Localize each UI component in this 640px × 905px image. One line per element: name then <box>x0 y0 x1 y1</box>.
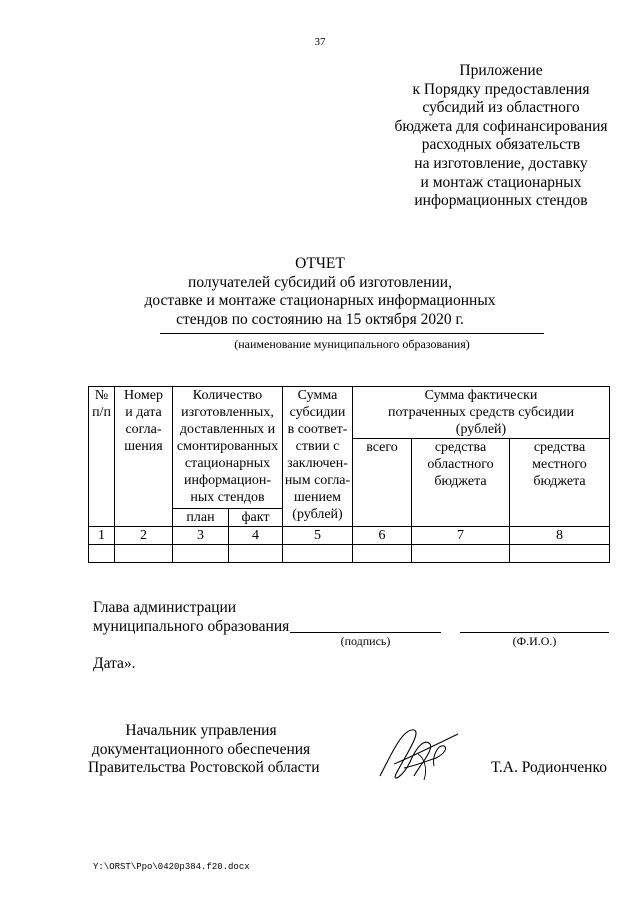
head-of-administration: Глава администрации муниципального образования <box>93 599 290 635</box>
col-number: 8 <box>510 527 610 545</box>
empty-cell <box>173 545 229 563</box>
header-total: всего <box>353 439 412 527</box>
col-number: 6 <box>353 527 412 545</box>
handwritten-signature <box>374 718 464 788</box>
header-sum: Сумма субсидии в соответ- ствии с заключен- ным согла- шением (рублей) <box>283 387 353 527</box>
municipality-name-line <box>160 333 544 334</box>
date-label: Дата». <box>93 655 136 672</box>
appendix-line: бюджета для софинансирования <box>394 117 608 135</box>
empty-cell <box>229 545 283 563</box>
col-number: 2 <box>115 527 173 545</box>
appendix-line: расходных обязательств <box>421 136 581 154</box>
header-regional: средства областного бюджета <box>412 439 510 527</box>
full-name-line <box>460 632 609 633</box>
report-subtitle-line: доставке и монтаже стационарных информационных <box>144 292 496 310</box>
header-num: № п/п <box>89 387 115 527</box>
report-table <box>88 386 610 563</box>
chief-title: Начальник управления документационного обеспечения Правительства Ростовской области <box>88 722 320 777</box>
municipality-name-caption: (наименование муниципального образования) <box>234 337 470 351</box>
header-fact: факт <box>229 509 283 527</box>
empty-cell <box>510 545 610 563</box>
appendix-line: Приложение <box>459 62 543 79</box>
appendix-line: на изготовление, доставку <box>414 154 588 172</box>
col-number: 5 <box>283 527 353 545</box>
report-subtitle-line: получателей субсидий об изготовлении, <box>188 273 452 291</box>
header-local: средства местного бюджета <box>510 439 610 527</box>
header-quantity: Количество изготовленных, доставленных и смонтированных стационарных информацион- ных стендов <box>173 387 283 509</box>
header-agreement: Номер и дата согла- шения <box>115 387 173 527</box>
header-actual: Сумма фактически потраченных средств субсидии (рублей) <box>353 387 610 439</box>
col-number: 3 <box>173 527 229 545</box>
appendix-line: и монтаж стационарных <box>420 173 582 191</box>
empty-cell <box>89 545 115 563</box>
page-number: 37 <box>314 36 326 48</box>
empty-cell <box>115 545 173 563</box>
signature-line <box>290 632 441 633</box>
col-number: 4 <box>229 527 283 545</box>
report-title: ОТЧЕТ <box>295 255 345 272</box>
header-plan: план <box>173 509 229 527</box>
appendix-line: информационных стендов <box>414 192 588 210</box>
empty-cell <box>283 545 353 563</box>
file-path: Y:\ORST\Ppo\0420p384.f20.docx <box>93 862 250 872</box>
empty-cell <box>412 545 510 563</box>
full-name-caption: (Ф.И.О.) <box>512 634 557 648</box>
appendix-line: к Порядку предоставления <box>412 80 590 98</box>
appendix-line: субсидий из областного <box>422 99 580 117</box>
table-row <box>89 545 610 563</box>
report-title-block <box>100 255 540 329</box>
signature-caption: (подпись) <box>340 634 391 648</box>
col-number: 1 <box>89 527 115 545</box>
report-subtitle-line: стендов по состоянию на 15 октября 2020 г. <box>176 310 464 328</box>
appendix-block <box>376 62 626 211</box>
chief-name: Т.А. Родионченко <box>491 759 607 776</box>
col-number: 7 <box>412 527 510 545</box>
empty-cell <box>353 545 412 563</box>
